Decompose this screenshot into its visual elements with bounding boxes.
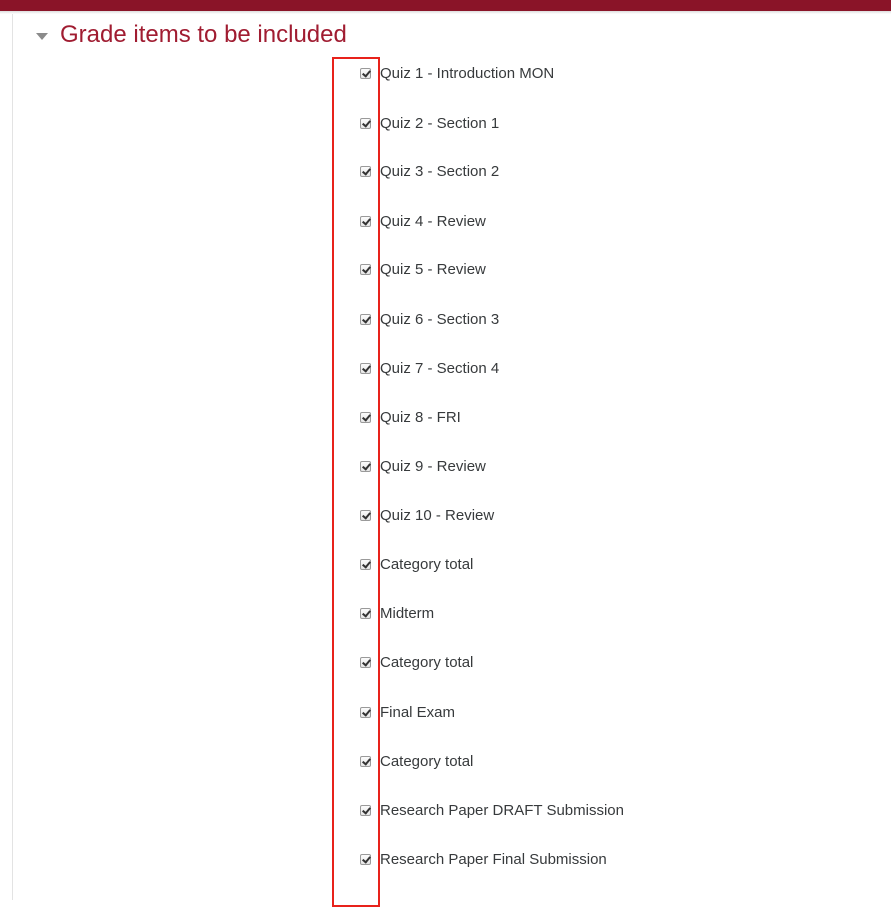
grade-item-checkbox[interactable] (360, 314, 371, 325)
grade-item-row[interactable] (358, 112, 499, 134)
grade-item-row[interactable] (358, 160, 499, 182)
grade-item-label[interactable]: Midterm (380, 604, 435, 622)
grade-item-label[interactable]: Quiz 8 - FRI (380, 408, 461, 426)
grade-item-row[interactable] (358, 406, 461, 428)
grade-item-checkbox[interactable] (360, 68, 371, 79)
grade-item-label[interactable]: Research Paper Final Submission (380, 850, 607, 868)
grade-item-label[interactable]: Quiz 6 - Section 3 (380, 310, 500, 328)
grade-item-checkbox[interactable] (360, 461, 371, 472)
grade-item-label[interactable]: Quiz 1 - Introduction MON (380, 64, 555, 82)
grade-item-row[interactable] (358, 357, 499, 379)
grade-item-label[interactable]: Quiz 5 - Review (380, 260, 486, 278)
grade-item-label[interactable]: Quiz 9 - Review (380, 457, 486, 475)
grade-item-row[interactable] (358, 258, 486, 280)
section-title: Grade items to be included (60, 21, 347, 48)
grade-item-checkbox[interactable] (360, 118, 371, 129)
grade-item-row[interactable] (358, 750, 473, 772)
grade-item-label[interactable]: Category total (380, 752, 474, 770)
grade-item-label[interactable]: Research Paper DRAFT Submission (380, 801, 624, 819)
grade-item-checkbox[interactable] (360, 756, 371, 767)
grade-item-row[interactable] (358, 701, 455, 723)
grade-item-row[interactable] (358, 308, 499, 330)
grade-item-label[interactable]: Quiz 4 - Review (380, 212, 486, 230)
grade-item-checkbox[interactable] (360, 363, 371, 374)
grade-item-checkbox[interactable] (360, 264, 371, 275)
grade-item-checkbox[interactable] (360, 166, 371, 177)
grade-item-row[interactable] (358, 553, 473, 575)
grade-item-label[interactable]: Category total (380, 555, 474, 573)
grade-item-row[interactable] (358, 504, 494, 526)
grade-item-row[interactable] (358, 602, 434, 624)
grade-item-row[interactable] (358, 62, 554, 84)
grade-item-label[interactable]: Final Exam (380, 703, 456, 721)
grade-item-checkbox[interactable] (360, 608, 371, 619)
grade-item-checkbox[interactable] (360, 707, 371, 718)
grade-item-row[interactable] (358, 651, 473, 673)
grade-item-label[interactable]: Category total (380, 653, 474, 671)
grade-item-row[interactable] (358, 210, 486, 232)
grade-item-checkbox[interactable] (360, 854, 371, 865)
grade-item-checkbox[interactable] (360, 412, 371, 423)
grade-item-label[interactable]: Quiz 7 - Section 4 (380, 359, 500, 377)
grade-item-checkbox[interactable] (360, 510, 371, 521)
grade-item-checkbox[interactable] (360, 559, 371, 570)
grade-item-checkbox[interactable] (360, 805, 371, 816)
grade-item-label[interactable]: Quiz 10 - Review (380, 506, 495, 524)
grade-item-row[interactable] (358, 455, 486, 477)
grade-item-checkbox[interactable] (360, 216, 371, 227)
grade-item-row[interactable] (358, 848, 607, 870)
grade-item-label[interactable]: Quiz 2 - Section 1 (380, 114, 500, 132)
grade-item-label[interactable]: Quiz 3 - Section 2 (380, 162, 500, 180)
grade-item-checkbox[interactable] (360, 657, 371, 668)
grade-item-row[interactable] (358, 799, 624, 821)
